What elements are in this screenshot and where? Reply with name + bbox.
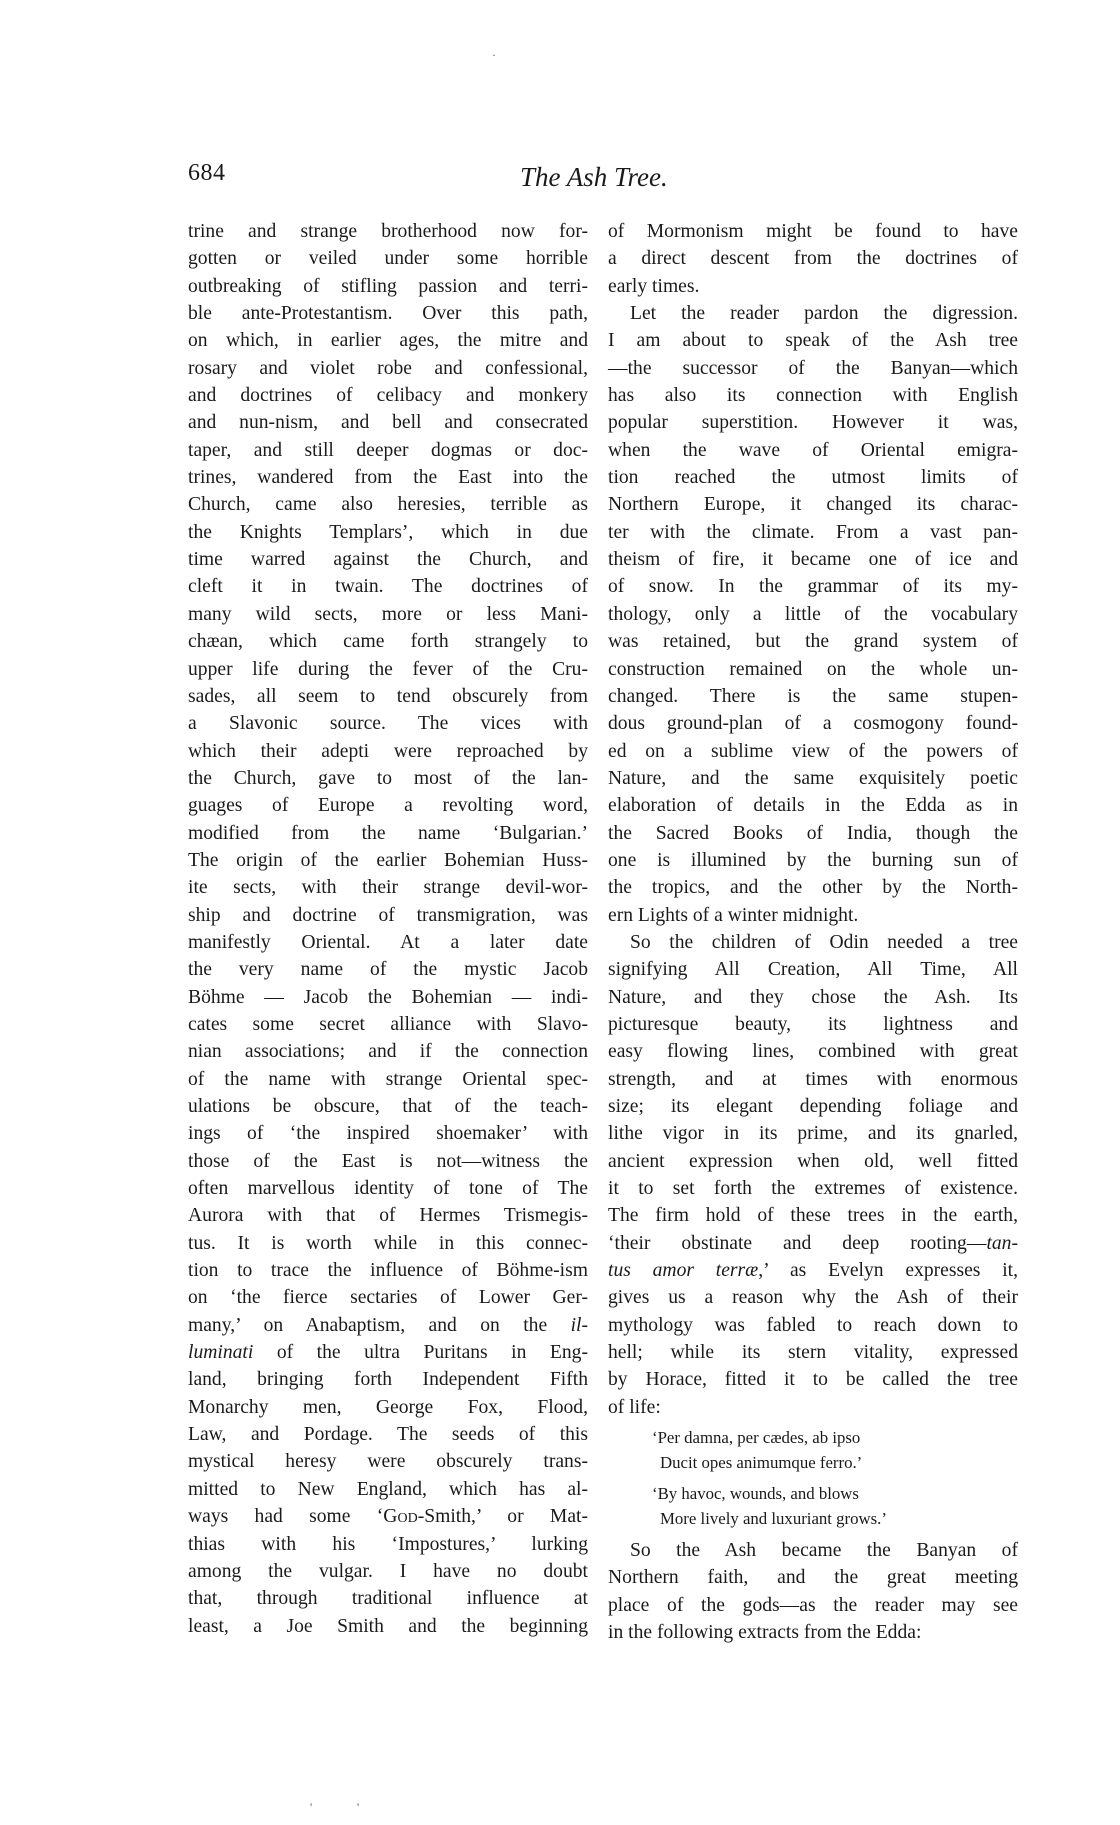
text-line: of Mormonism might be found to have (608, 221, 1018, 242)
text-line: tion reached the utmost limits of (608, 467, 1018, 489)
text-line: and doctrines of celibacy and monkery (188, 385, 588, 407)
text-line: picturesque beauty, its lightness and (608, 1013, 1018, 1035)
text-line: dous ground-plan of a cosmogony found- (608, 713, 1018, 735)
text-line: cleft it in twain. The doctrines of (188, 576, 588, 598)
text-line: the Church, gave to most of the lan- (188, 767, 588, 789)
text-line: ings of ‘the inspired shoemaker’ with (188, 1123, 588, 1145)
text-line: land, bringing forth Independent Fifth (188, 1369, 588, 1391)
text-line: trines, wandered from the East into the (188, 467, 588, 489)
text-line: guages of Europe a revolting word, (188, 795, 588, 817)
text-line: gives us a reason why the Ash of their (608, 1287, 1018, 1309)
text-line: of life: (608, 1396, 661, 1418)
text-line: that, through traditional influence at (188, 1588, 588, 1610)
left-column (188, 218, 588, 1640)
latin-verse-quote (652, 1425, 1018, 1475)
text-line: the Knights Templars’, which in due (188, 521, 588, 543)
text-line: least, a Joe Smith and the beginning (188, 1615, 588, 1637)
scan-speck: ' (357, 1800, 360, 1814)
text-line: place of the gods—as the reader may see (608, 1594, 1018, 1616)
text-line: nian associations; and if the connection (188, 1041, 588, 1063)
text-line: rosary and violet robe and confessional, (188, 357, 588, 379)
text-line: early times. (608, 275, 700, 297)
text-line: those of the East is not—witness the (188, 1150, 588, 1172)
verse-quotations (608, 1425, 1018, 1531)
paragraph-children-of-odin (608, 929, 1018, 1421)
text-line: outbreaking of stifling passion and terri- (188, 275, 588, 297)
text-line: easy flowing lines, combined with great (608, 1041, 1018, 1063)
text-line: has also its connection with English (608, 385, 1018, 407)
text-line: in the following extracts from the Edda: (608, 1622, 922, 1644)
text-line: trine and strange brotherhood now for- (188, 221, 588, 242)
text-line: tus. It is worth while in this connec- (188, 1232, 588, 1254)
text-line: a direct descent from the doctrines of (608, 248, 1018, 270)
text-line: tion to trace the influence of Böhme-ism (188, 1260, 588, 1282)
text-line: Law, and Pordage. The seeds of this (188, 1424, 588, 1446)
text-line: luminati of the ultra Puritans in Eng- (188, 1342, 588, 1364)
text-line: among the vulgar. I have no doubt (188, 1560, 588, 1582)
text-line: mystical heresy were obscurely trans- (188, 1451, 588, 1473)
running-title: The Ash Tree. (520, 162, 668, 192)
text-line: many wild sects, more or less Mani- (188, 603, 588, 625)
english-verse-quote (652, 1481, 1018, 1531)
text-line: construction remained on the whole un- (608, 658, 1018, 680)
text-line: Böhme — Jacob the Bohemian — indi- (188, 986, 588, 1008)
text-line: Nature, and the same exquisitely poetic (608, 767, 1018, 789)
text-line: So the Ash became the Banyan of (630, 1540, 1018, 1562)
text-line: was retained, but the grand system of (608, 631, 1018, 653)
text-line: elaboration of details in the Edda as in (608, 795, 1018, 817)
text-line: one is illumined by the burning sun of (608, 849, 1018, 871)
text-line: I am about to speak of the Ash tree (608, 330, 1018, 352)
text-line: the tropics, and the other by the North- (608, 877, 1018, 899)
page-number: 684 (188, 160, 226, 186)
paragraph-banyan-of-northern-faith (608, 1537, 1018, 1646)
text-line: hell; while its stern vitality, expressed (608, 1342, 1018, 1364)
text-line: ed on a sublime view of the powers of (608, 740, 1018, 762)
text-line: by Horace, fitted it to be called the tree (608, 1369, 1018, 1391)
text-line: strength, and at times with enormous (608, 1068, 1018, 1090)
verse-line: More lively and luxuriant grows.’ (660, 1509, 887, 1529)
text-line: manifestly Oriental. At a later date (188, 931, 588, 953)
text-line: cates some secret alliance with Slavo- (188, 1013, 588, 1035)
verse-line: Ducit opes animumque ferro.’ (660, 1453, 863, 1473)
text-line: it to set forth the extremes of existence. (608, 1178, 1018, 1200)
text-line: ern Lights of a winter midnight. (608, 904, 859, 926)
text-line: changed. There is the same stupen- (608, 685, 1018, 707)
text-line: ite sects, with their strange devil-wor- (188, 877, 588, 899)
text-line: the very name of the mystic Jacob (188, 959, 588, 981)
paragraph-mormonism-ending (608, 218, 1018, 300)
text-line: thias with his ‘Impostures,’ lurking (188, 1533, 588, 1555)
text-line: lithe vigor in its prime, and its gnarled, (608, 1123, 1018, 1145)
text-line: Nature, and they chose the Ash. Its (608, 986, 1018, 1008)
text-line: of the name with strange Oriental spec- (188, 1068, 588, 1090)
text-line: Northern Europe, it changed its charac- (608, 494, 1018, 516)
text-line: thology, only a little of the vocabulary (608, 603, 1018, 625)
text-line: many,’ on Anabaptism, and on the il- (188, 1314, 588, 1336)
text-line: ways had some ‘God-Smith,’ or Mat- (188, 1506, 588, 1528)
text-line: gotten or veiled under some horrible (188, 248, 588, 270)
text-line: ancient expression when old, well fitted (608, 1150, 1018, 1172)
text-line: chæan, which came forth strangely to (188, 631, 588, 653)
text-line: often marvellous identity of tone of The (188, 1178, 588, 1200)
text-line: when the wave of Oriental emigra- (608, 439, 1018, 461)
text-line: which their adepti were reproached by (188, 740, 588, 762)
text-line: on ‘the fierce sectaries of Lower Ger- (188, 1287, 588, 1309)
text-line: sades, all seem to tend obscurely from (188, 685, 588, 707)
text-line: on which, in earlier ages, the mitre and (188, 330, 588, 352)
text-line: Church, came also heresies, terrible as (188, 494, 588, 516)
text-line: ulations be obscure, that of the teach- (188, 1096, 588, 1117)
text-line: theism of fire, it became one of ice and (608, 549, 1018, 571)
text-line: ble ante-Protestantism. Over this path, (188, 303, 588, 325)
text-line: ter with the climate. From a vast pan- (608, 521, 1018, 543)
text-line: of snow. In the grammar of its my- (608, 576, 1018, 598)
text-line: a Slavonic source. The vices with (188, 713, 588, 735)
text-line: popular superstition. However it was, (608, 412, 1018, 434)
text-line: Monarchy men, George Fox, Flood, (188, 1396, 588, 1418)
text-line: and nun-nism, and bell and consecrated (188, 412, 588, 434)
text-line: mythology was fabled to reach down to (608, 1314, 1018, 1336)
text-line: mitted to New England, which has al- (188, 1478, 588, 1500)
text-line: So the children of Odin needed a tree (630, 931, 1018, 953)
text-line: The firm hold of these trees in the earth, (608, 1205, 1018, 1227)
text-line: upper life during the fever of the Cru- (188, 658, 588, 680)
text-line: taper, and still deeper dogmas or doc- (188, 439, 588, 461)
scan-speck: · (492, 48, 496, 62)
scan-speck: ' (310, 1800, 313, 1814)
verse-line: ‘By havoc, wounds, and blows (652, 1484, 859, 1504)
text-line: Aurora with that of Hermes Trismegis- (188, 1205, 588, 1227)
text-line: ship and doctrine of transmigration, was (188, 904, 588, 926)
text-line: the Sacred Books of India, though the (608, 822, 1018, 844)
text-line: Northern faith, and the great meeting (608, 1567, 1018, 1589)
paragraph-ash-tree-intro (608, 300, 1018, 929)
text-line: tus amor terræ,’ as Evelyn expresses it, (608, 1260, 1018, 1282)
text-line: The origin of the earlier Bohemian Huss- (188, 849, 588, 871)
text-line: time warred against the Church, and (188, 549, 588, 571)
text-line: —the successor of the Banyan—which (608, 357, 1018, 379)
verse-line: ‘Per damna, per cædes, ab ipso (652, 1428, 861, 1448)
right-column (608, 218, 1018, 1647)
text-line: signifying All Creation, All Time, All (608, 959, 1018, 981)
text-line: Let the reader pardon the digression. (630, 303, 1018, 325)
text-line: size; its elegant depending foliage and (608, 1096, 1018, 1117)
text-line: ‘their obstinate and deep rooting—tan- (608, 1232, 1018, 1254)
text-line: modified from the name ‘Bulgarian.’ (188, 822, 588, 844)
